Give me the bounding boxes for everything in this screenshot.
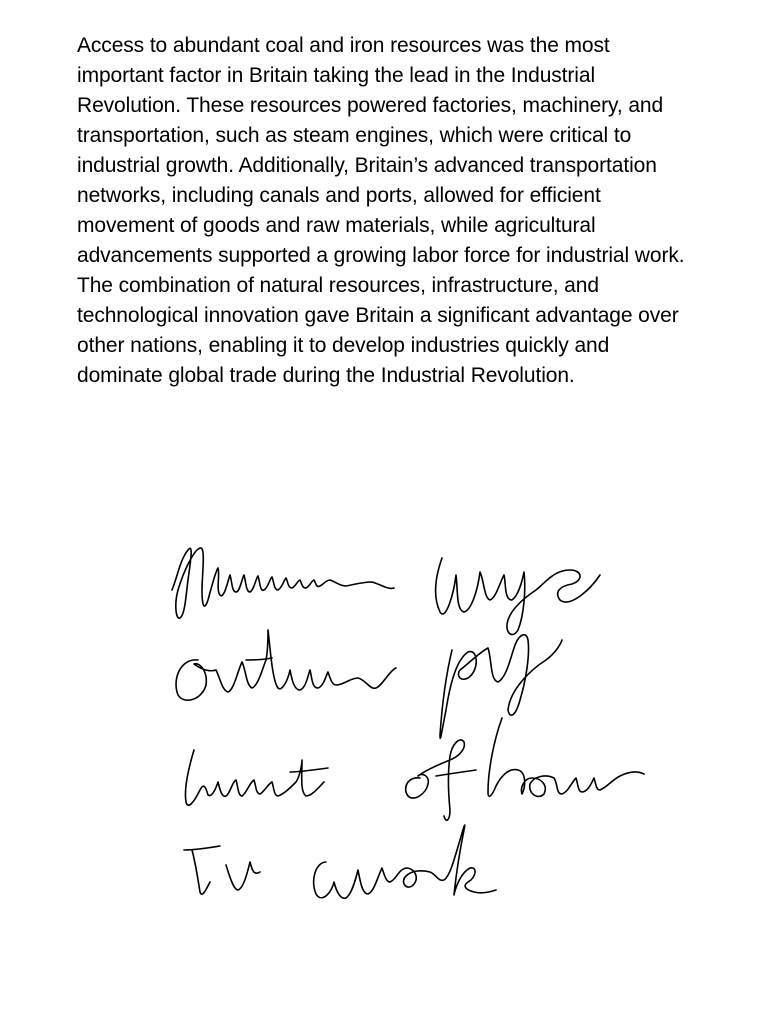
handwriting-stroke bbox=[172, 548, 394, 618]
handwriting-stroke bbox=[314, 825, 496, 898]
handwriting-stroke bbox=[406, 740, 465, 820]
handwriting-line-overtime-pay bbox=[176, 630, 562, 738]
handwriting-line-to-work bbox=[184, 825, 496, 898]
handwriting-stroke bbox=[185, 750, 324, 805]
handwriting-stroke bbox=[290, 768, 328, 772]
handwriting-stroke bbox=[436, 558, 600, 635]
handwritten-note bbox=[150, 520, 690, 920]
handwriting-stroke bbox=[176, 630, 396, 700]
handwriting-stroke bbox=[488, 718, 644, 796]
handwriting-stroke bbox=[192, 850, 210, 894]
handwriting-line-minimum-wage bbox=[172, 548, 600, 635]
body-paragraph: Access to abundant coal and iron resources was the most important factor in Britain taking the lead in the Industrial Revolution. These resources powered factories, machinery, and transportation, such as steam engines, which were critical to industrial growth. Additionally, Britain’s advanced transportation networks, including canals and ports, allowed for efficient movement of goods and raw materials, while agricultural advancements supported a growing labor force for industrial work. The combination of natural resources, infrastructure, and technological innovation gave Britain a significant advantage over other nations, enabling it to develop industries quickly and dominate global trade during the Industrial Revolution. bbox=[77, 34, 685, 387]
handwriting-stroke bbox=[184, 846, 220, 850]
handwriting-stroke bbox=[436, 770, 476, 776]
handwriting-stroke bbox=[246, 658, 272, 660]
handwriting-line-limit-of-hours bbox=[185, 718, 644, 820]
handwriting-stroke bbox=[226, 862, 260, 890]
